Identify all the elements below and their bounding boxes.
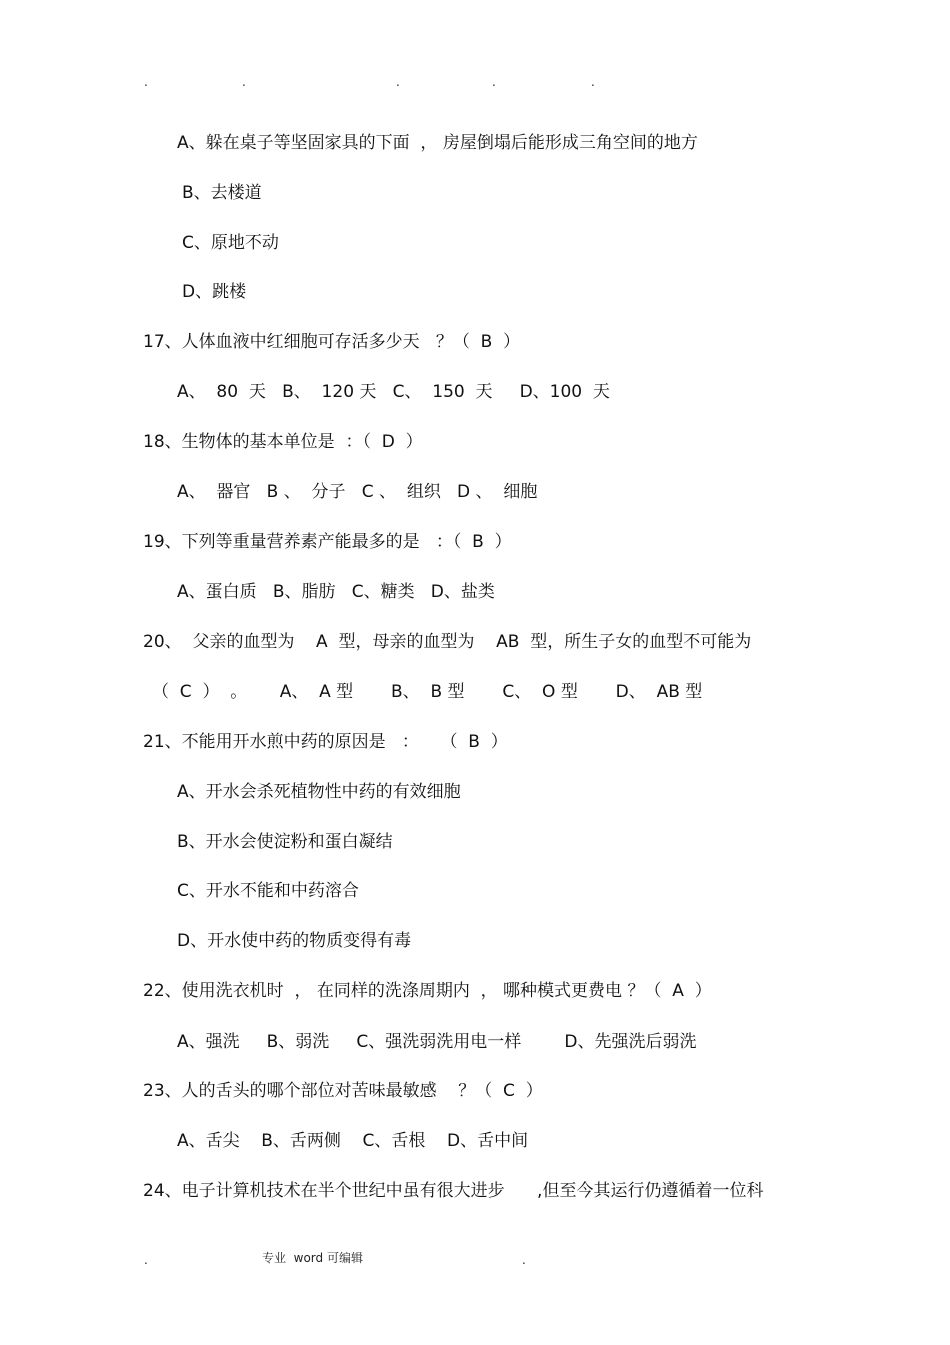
footer-left-dot: . [144,1253,148,1267]
q21-question: 21、不能用开水煎中药的原因是 ： （ B ） [143,732,508,752]
q22-question: 22、使用洗衣机时 ， 在同样的洗涤周期内 ， 哪种模式更费电 ？（ A ） [143,981,712,1001]
q18-options: A、 器官 B 、 分子 C 、 组织 D 、 细胞 [177,482,538,502]
q23-options: A、舌尖 B、舌两侧 C、舌根 D、舌中间 [177,1131,529,1151]
header-dot-5: . [591,75,595,89]
header-dot-4: . [492,75,496,89]
q23-question: 23、人的舌头的哪个部位对苦味最敏感 ？（ C ） [143,1081,543,1101]
q21-option-a: A、开水会杀死植物性中药的有效细胞 [177,782,461,802]
q17-options: A、 80 天 B、 120 天 C、 150 天 D、100 天 [177,382,610,402]
header-dot-3: . [396,75,400,89]
q21-option-d: D、开水使中药的物质变得有毒 [177,931,412,951]
q17-question: 17、人体血液中红细胞可存活多少天 ？（ B ） [143,332,521,352]
q16-option-b: B、去楼道 [182,183,262,203]
q16-option-c: C、原地不动 [182,233,279,253]
q19-options: A、蛋白质 B、脂肪 C、糖类 D、盐类 [177,582,495,602]
q22-options: A、强洗 B、弱洗 C、强洗弱洗用电一样 D、先强洗后弱洗 [177,1032,697,1052]
header-dot-1: . [144,75,148,89]
q20-continuation: （ C ） 。 A、 A 型 B、 B 型 C、 O 型 D、 AB 型 [152,682,703,702]
q16-option-a: A、躲在桌子等坚固家具的下面 ， 房屋倒塌后能形成三角空间的地方 [177,133,698,153]
q20-question: 20、 父亲的血型为 A 型，母亲的血型为 AB 型，所生子女的血型不可能为 [143,632,752,652]
q24-question: 24、电子计算机技术在半个世纪中虽有很大进步 ,但至今其运行仍遵循着一位科 [143,1181,764,1201]
q18-question: 18、生物体的基本单位是 ：（ D ） [143,432,423,452]
q16-option-d: D、跳楼 [182,282,247,302]
footer-label: 专业 word 可编辑 [262,1251,363,1265]
q21-option-b: B、开水会使淀粉和蛋白凝结 [177,832,393,852]
header-dot-2: . [242,75,246,89]
footer-right-dot: . [522,1253,526,1267]
q21-option-c: C、开水不能和中药溶合 [177,881,359,901]
q19-question: 19、下列等重量营养素产能最多的是 ：（ B ） [143,532,512,552]
